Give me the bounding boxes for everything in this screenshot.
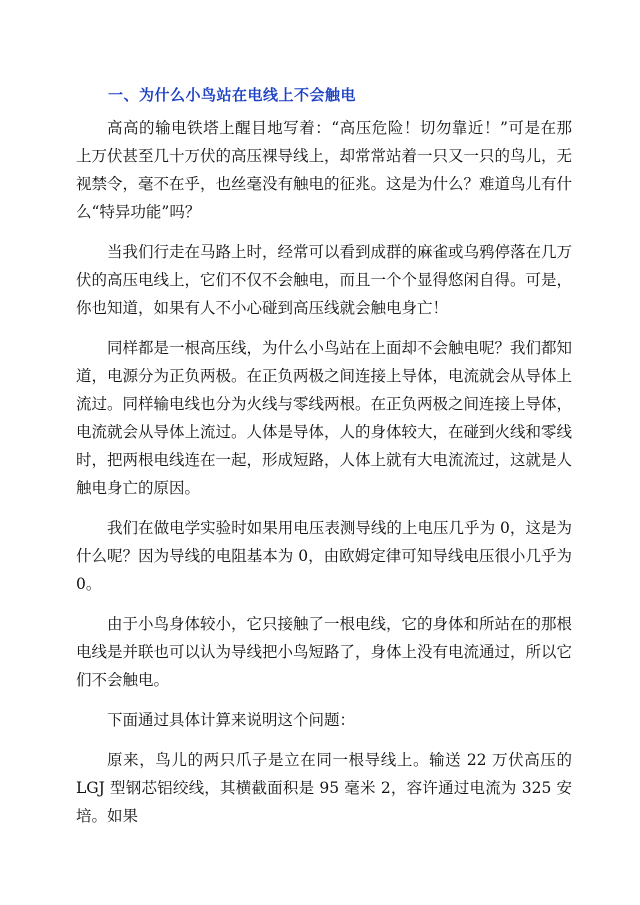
paragraph-7: 原来，鸟儿的两只爪子是立在同一根导线上。输送 22 万伏高压的 LGJ 型钢芯铝绞线，其横截面积是 95 毫米 2，容许通过电流为 325 安培。如果 [76, 751, 572, 825]
paragraph-4: 我们在做电学实验时如果用电压表测导线的上电压几乎为 0，这是为什么呢？因为导线的电阻基本为 0，由欧姆定律可知导线电压很小几乎为 0。 [76, 519, 572, 593]
paragraph-3: 同样都是一根高压线，为什么小鸟站在上面却不会触电呢？我们都知道，电源分为正负两极。在正负两极之间连接上导体，电流就会从导体上流过。同样输电线也分为火线与零线两根。在正负两极之间连接上导体，电流就会从导体上流过。人体是导体，人的身体较大，在碰到火线和零线时，把两根电线连在一起，形成短路，人体上就有大电流流过，这就是人触电身亡的原因。 [76, 339, 573, 497]
paragraph-5: 由于小鸟身体较小，它只接触了一根电线，它的身体和所站在的那根电线是并联也可以认为导线把小鸟短路了，身体上没有电流通过，所以它们不会触电。 [76, 615, 573, 689]
body-text [76, 114, 572, 842]
section-heading: 一、为什么小鸟站在电线上不会触电 [108, 86, 357, 104]
paragraph-1: 高高的输电铁塔上醒目地写着：“高压危险！切勿靠近！”可是在那上万伏甚至几十万伏的高压裸导线上，却常常站着一只又一只的鸟儿，无视禁令，毫不在乎，也丝毫没有触电的征兆。这是为什么？难道鸟儿有什么“特异功能”吗？ [76, 119, 573, 221]
paragraph-2: 当我们行走在马路上时，经常可以看到成群的麻雀或乌鸦停落在几万伏的高压电线上，它们不仅不会触电，而且一个个显得悠闲自得。可是，你也知道，如果有人不小心碰到高压线就会触电身亡！ [76, 243, 573, 317]
paragraph-6: 下面通过具体计算来说明这个问题： [107, 711, 356, 729]
